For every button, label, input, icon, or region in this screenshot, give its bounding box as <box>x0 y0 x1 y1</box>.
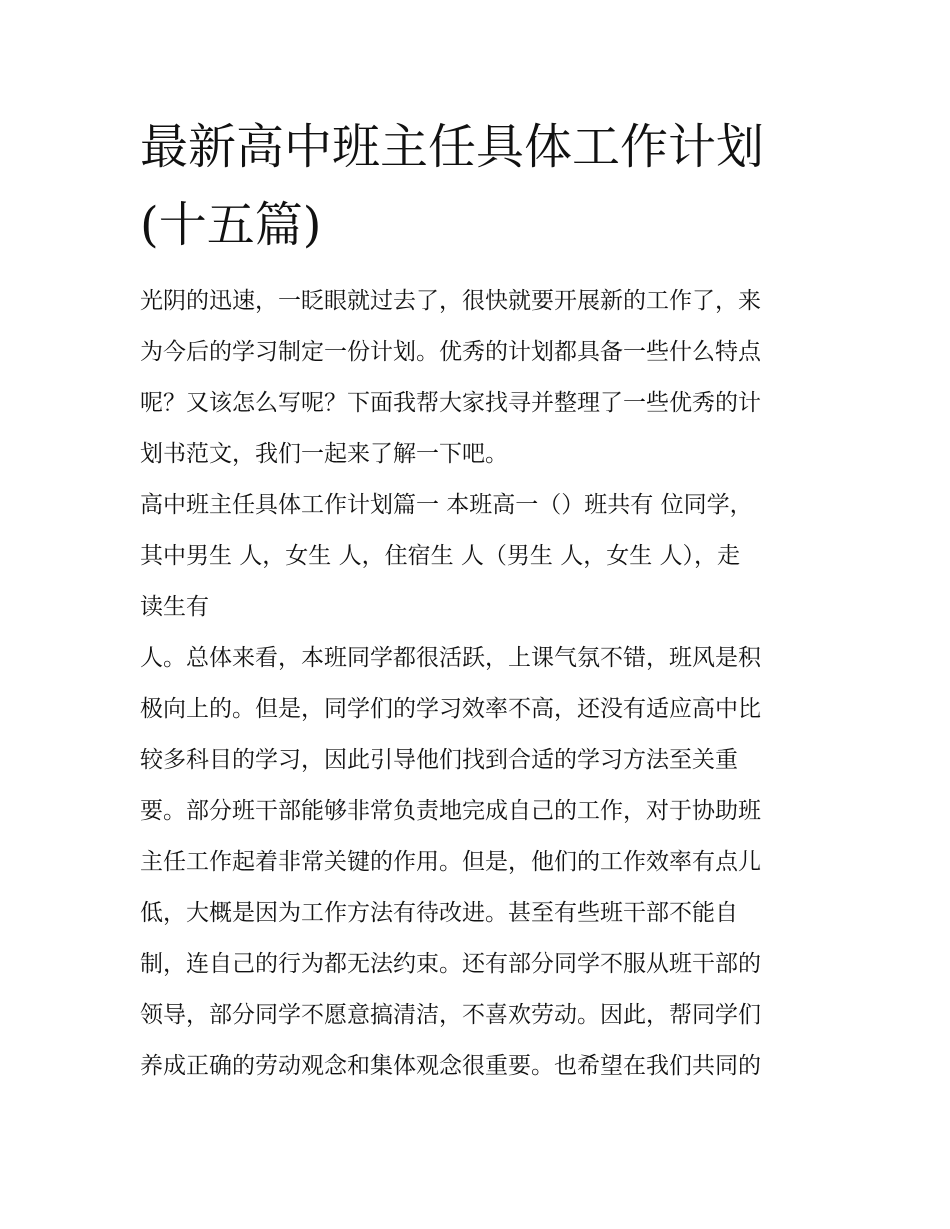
body-line: 人。总体来看，本班同学都很活跃，上课气氛不错，班风是积 <box>140 645 761 671</box>
title-line: 最新高中班主任具体工作计划 <box>140 119 765 175</box>
body-line: 为今后的学习制定一份计划。优秀的计划都具备一些什么特点 <box>140 339 761 365</box>
body-line: 较多科目的学习，因此引导他们找到合适的学习方法至关重 <box>140 747 738 773</box>
body-line: 极向上的。但是，同学们的学习效率不高，还没有适应高中比 <box>140 696 761 722</box>
body-line: 养成正确的劳动观念和集体观念很重要。也希望在我们共同的 <box>140 1053 761 1079</box>
body-line: 要。部分班干部能够非常负责地完成自己的工作，对于协助班 <box>140 798 761 824</box>
document-title <box>140 108 830 264</box>
body-line: 读生有 <box>140 594 209 620</box>
body-line: 主任工作起着非常关键的作用。但是，他们的工作效率有点儿 <box>140 849 761 875</box>
body-line: 制，连自己的行为都无法约束。还有部分同学不服从班干部的 <box>140 951 761 977</box>
body-line: 呢？又该怎么写呢？下面我帮大家找寻并整理了一些优秀的计 <box>140 390 761 416</box>
body-line: 划书范文，我们一起来了解一下吧。 <box>140 441 508 467</box>
document-body <box>140 276 830 1092</box>
body-line: 领导，部分同学不愿意搞清洁，不喜欢劳动。因此，帮同学们 <box>140 1002 761 1028</box>
body-line: 光阴的迅速，一眨眼就过去了，很快就要开展新的工作了，来 <box>140 288 761 314</box>
title-line: (十五篇) <box>140 197 322 253</box>
body-line: 其中男生 人，女生 人，住宿生 人（男生 人，女生 人），走 <box>140 543 741 569</box>
body-line: 高中班主任具体工作计划篇一 本班高一（）班共有 位同学， <box>140 492 753 518</box>
body-line: 低，大概是因为工作方法有待改进。甚至有些班干部不能自 <box>140 900 738 926</box>
